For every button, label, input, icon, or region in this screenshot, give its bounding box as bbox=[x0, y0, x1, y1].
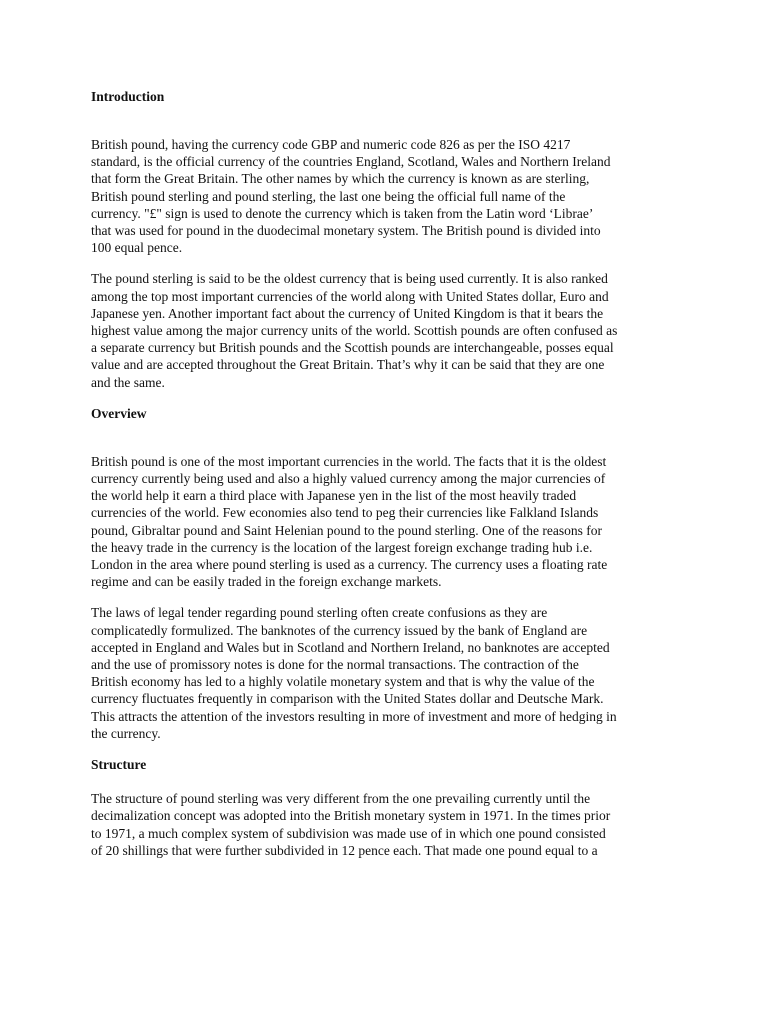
text-line: that was used for pound in the duodecimal monetary system. The British pound is divided into bbox=[91, 223, 601, 239]
text-line: accepted in England and Wales but in Scotland and Northern Ireland, no banknotes are accepted bbox=[91, 639, 610, 655]
text-line: British pound sterling and pound sterling, the last one being the official full name of the bbox=[91, 188, 566, 204]
text-line: This attracts the attention of the investors resulting in more of investment and more of hedging in bbox=[91, 708, 617, 724]
heading-structure: Structure bbox=[91, 757, 147, 773]
text-line: and the same. bbox=[91, 374, 165, 390]
text-line: Japanese yen. Another important fact about the currency of United Kingdom is that it bears the bbox=[91, 305, 604, 321]
text-line: that form the Great Britain. The other names by which the currency is known as are sterling, bbox=[91, 171, 590, 187]
paragraph-structure-1 bbox=[91, 790, 681, 859]
text-line: The structure of pound sterling was very different from the one prevailing currently until the bbox=[91, 791, 591, 807]
text-line: among the top most important currencies of the world along with United States dollar, Euro and bbox=[91, 288, 609, 304]
text-line: 100 equal pence. bbox=[91, 240, 183, 256]
text-line: a separate currency but British pounds and the Scottish pounds are interchangeable, posses equal bbox=[91, 340, 614, 356]
heading-overview: Overview bbox=[91, 405, 147, 421]
document-page bbox=[91, 88, 681, 859]
text-line: British pound is one of the most important currencies in the world. The facts that it is the oldest bbox=[91, 453, 607, 469]
paragraph-overview-2 bbox=[91, 604, 681, 742]
paragraph-introduction-1 bbox=[91, 136, 681, 256]
text-line: value and are accepted throughout the Great Britain. That’s why it can be said that they are one bbox=[91, 357, 605, 373]
text-line: the heavy trade in the currency is the location of the largest foreign exchange trading hub i.e. bbox=[91, 539, 593, 555]
heading-introduction: Introduction bbox=[91, 89, 165, 104]
text-line: currency currently being used and also a highly valued currency among the major currencies of bbox=[91, 471, 606, 487]
text-line: of 20 shillings that were further subdivided in 12 pence each. That made one pound equal to a bbox=[91, 842, 598, 858]
text-line: standard, is the official currency of the countries England, Scotland, Wales and Northern Ireland bbox=[91, 154, 611, 170]
text-line: highest value among the major currency units of the world. Scottish pounds are often confused as bbox=[91, 323, 618, 339]
paragraph-overview-1 bbox=[91, 453, 681, 591]
text-line: London in the area where pound sterling is used as a currency. The currency uses a floating rate bbox=[91, 557, 608, 573]
text-line: pound, Gibraltar pound and Saint Helenian pound to the pound sterling. One of the reasons for bbox=[91, 522, 603, 538]
text-line: currencies of the world. Few economies also tend to peg their currencies like Falkland Islands bbox=[91, 505, 599, 521]
text-line: the world help it earn a third place with Japanese yen in the list of the most heavily traded bbox=[91, 488, 577, 504]
paragraph-introduction-2 bbox=[91, 270, 681, 390]
text-line: decimalization concept was adopted into the British monetary system in 1971. In the times prior bbox=[91, 808, 611, 824]
text-line: British pound, having the currency code GBP and numeric code 826 as per the ISO 4217 bbox=[91, 137, 571, 152]
text-line: and the use of promissory notes is done for the normal transactions. The contraction of the bbox=[91, 657, 579, 673]
text-line: The pound sterling is said to be the oldest currency that is being used currently. It is also ranked bbox=[91, 271, 608, 287]
text-line: currency fluctuates frequently in comparison with the United States dollar and Deutsche Mark. bbox=[91, 691, 604, 707]
text-line: to 1971, a much complex system of subdivision was made use of in which one pound consisted bbox=[91, 825, 606, 841]
text-line: British economy has led to a highly volatile monetary system and that is why the value of the bbox=[91, 674, 595, 690]
text-line: regime and can be easily traded in the foreign exchange markets. bbox=[91, 574, 442, 590]
text-line: the currency. bbox=[91, 725, 161, 741]
text-line: The laws of legal tender regarding pound sterling often create confusions as they are bbox=[91, 605, 548, 621]
text-line: currency. "£" sign is used to denote the currency which is taken from the Latin word ‘Librae’ bbox=[91, 205, 594, 221]
text-line: complicatedly formulized. The banknotes of the currency issued by the bank of England are bbox=[91, 622, 588, 638]
